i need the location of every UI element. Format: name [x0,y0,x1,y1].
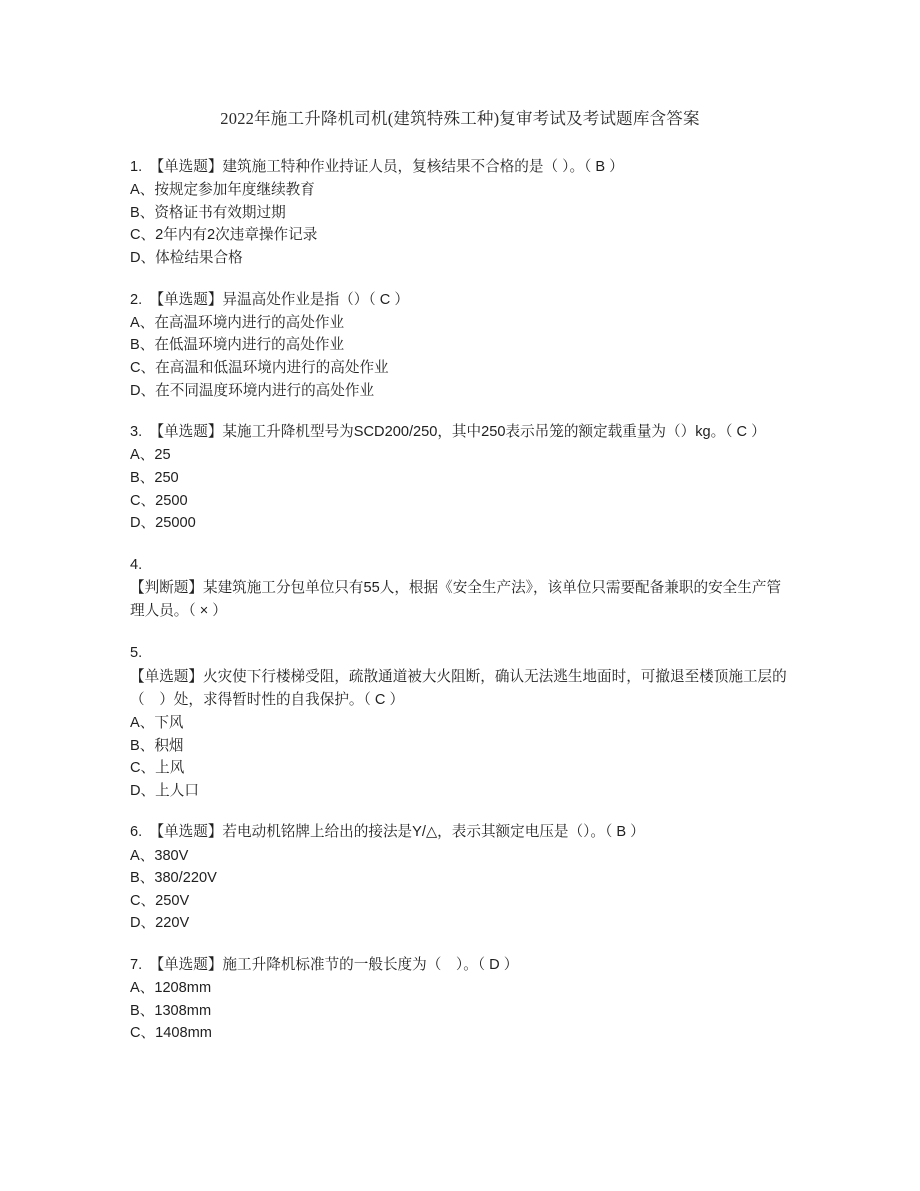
option-b[interactable]: B、380/220V [130,870,217,887]
option-a[interactable]: A、25 [130,447,171,464]
option-b[interactable]: B、1308mm [130,1002,212,1019]
option-d[interactable]: D、25000 [130,515,196,532]
question-stem: 3. 【单选题】某施工升降机型号为SCD200/250，其中250表示吊笼的额定载重量为（）kg。（ C ） [130,424,766,441]
option-a[interactable]: A、在高温环境内进行的高处作业 [130,314,345,331]
question-number: 5. [130,645,143,662]
option-a[interactable]: A、1208mm [130,980,212,997]
option-d[interactable]: D、220V [130,915,190,932]
option-b[interactable]: B、在低温环境内进行的高处作业 [130,337,345,354]
option-c[interactable]: C、250V [130,892,190,909]
question-item [130,156,790,270]
question-number: 4. [130,556,143,573]
question-list [130,156,790,1064]
option-d[interactable]: D、在不同温度环境内进行的高处作业 [130,382,375,399]
option-a[interactable]: A、按规定参加年度继续教育 [130,182,315,199]
option-b[interactable]: B、资格证书有效期过期 [130,204,286,221]
option-b[interactable]: B、积烟 [130,737,184,754]
question-item [130,554,790,624]
option-a[interactable]: A、下风 [130,714,184,731]
question-item [130,642,790,802]
page-title: 2022年施工升降机司机(建筑特殊工种)复审考试及考试题库含答案 [220,109,700,128]
option-c[interactable]: C、2500 [130,492,188,509]
option-c[interactable]: C、1408mm [130,1025,212,1042]
question-stem: 6. 【单选题】若电动机铭牌上给出的接法是Y/△，表示其额定电压是（）。（ B ） [130,824,645,841]
question-item [130,289,790,403]
option-d[interactable]: D、体检结果合格 [130,249,243,266]
question-stem: 2. 【单选题】异温高处作业是指（）（ C ） [130,291,409,308]
option-b[interactable]: B、250 [130,469,179,486]
question-item [130,821,790,935]
question-stem: 【判断题】某建筑施工分包单位只有55人，根据《安全生产法》，该单位只需要配备兼职的安全生产管理人员。（ × ） [130,579,782,620]
option-c[interactable]: C、在高温和低温环境内进行的高处作业 [130,359,389,376]
question-item [130,421,790,535]
option-c[interactable]: C、上风 [130,760,185,777]
option-c[interactable]: C、2年内有2次违章操作记录 [130,227,318,244]
question-stem: 1. 【单选题】建筑施工特种作业持证人员，复核结果不合格的是（ ）。（ B ） [130,159,624,175]
question-stem: 7. 【单选题】施工升降机标准节的一般长度为（ ）。（ D ） [130,956,519,973]
question-stem: 【单选题】火灾使下行楼梯受阻，疏散通道被大火阻断，确认无法逃生地面时，可撤退至楼顶施工层的（ ）处，求得暂时性的自我保护。（ C ） [130,668,787,708]
option-a[interactable]: A、380V [130,847,189,864]
question-item [130,954,790,1045]
option-d[interactable]: D、上人口 [130,782,199,799]
